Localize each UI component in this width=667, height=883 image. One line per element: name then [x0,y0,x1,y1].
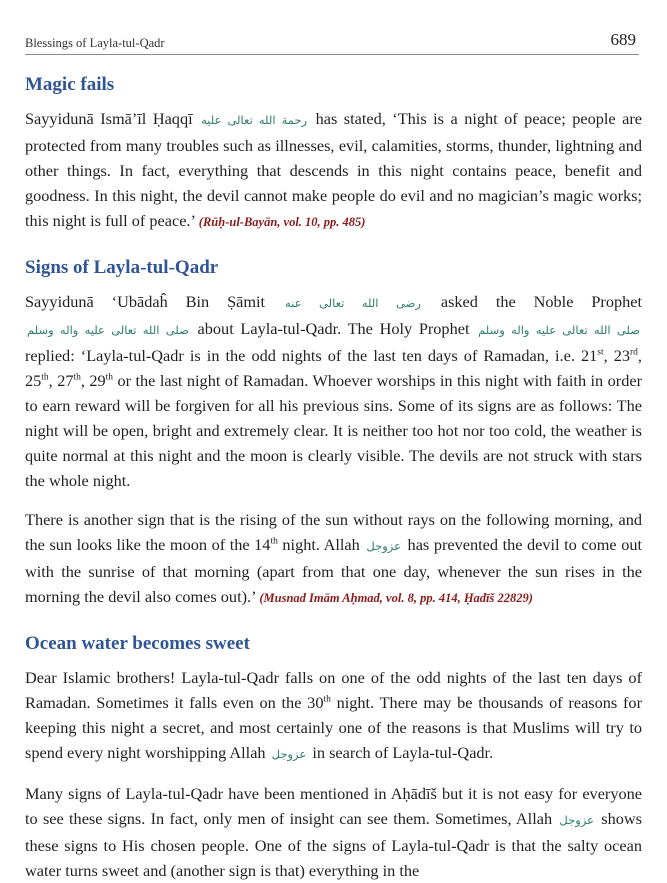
section-heading-magic-fails: Magic fails [25,74,115,95]
honorific-calligraphy: صلی الله تعالی علیه واله وسلم [478,323,641,337]
ordinal-suffix: st [597,347,604,358]
honorific-calligraphy: عزوجل [559,813,594,827]
text-run: , 27 [48,371,74,390]
honorific-calligraphy: عزوجل [366,539,401,553]
page-header [25,30,639,55]
text-run: replied: ‘Layla-tul-Qadr is in the odd nights of the last ten days of Ramadan, i.e. 21 [25,346,598,365]
paragraph [25,781,642,883]
text-run: in search of Layla-tul-Qadr. [312,743,494,762]
text-run: has stated, ‘This is a night of peace; people are protected from many troubles such as illnesses, evil, calamities, storms, thunder, lightning and other things. In fact, everything that descends in this night contains peace, benefit and goodness. In this night, the devil cannot make people do evil and no magician’s magic works; this night is full of peace.’ [25,109,642,230]
ordinal-suffix: rd [630,347,638,358]
paragraph [25,507,642,611]
ordinal-suffix: th [105,372,114,383]
page-body [25,74,642,883]
text-run: , 25 [25,346,642,390]
text-run: night. There may be thousands of reasons for keeping this night a secret, and most certainly one of the reasons is that Muslims will try to spend every night worshipping Allah [25,693,642,762]
ordinal-suffix: th [323,694,331,705]
citation: (Rūḥ-ul-Bayān, vol. 10, pp. 485) [198,215,366,229]
ordinal-suffix: th [41,372,49,383]
text-run: night. Allah [277,535,360,554]
text-run: has prevented the devil to come out with the sunrise of that morning (apart from that one day, whenever the sun rises in the morning the devil also comes out).’ [25,535,643,606]
text-run: Dear Islamic brothers! Layla-tul-Qadr falls on one of the odd nights of the last ten days of Ramadan. Sometimes it falls even on the 30 [25,668,642,712]
text-run: shows these signs to His chosen people. One of the signs of Layla-tul-Qadr is that the salty ocean water turns sweet and (another sign is that) everything in the [25,809,642,880]
text-run: , 29 [80,371,106,390]
honorific-calligraphy: رحمة الله تعالی علیه [201,113,308,127]
text-run: about Layla-tul-Qadr. The Holy Prophet [197,319,470,338]
text-run: asked the Noble Prophet [440,292,642,311]
text-run: Sayyidunā ‘Ubādaĥ Bin Ṣāmit [25,292,266,311]
running-title: Blessings of Layla-tul-Qadr [25,36,165,50]
page-number: 689 [610,30,636,49]
section-heading-ocean-water: Ocean water becomes sweet [25,633,250,654]
text-run: There is another sign that is the rising of the sun without rays on the following morning, and the sun looks like the moon of the 14 [25,510,642,554]
honorific-calligraphy: رضی الله تعالی عنه [284,296,421,310]
text-run: , 23 [603,346,630,365]
honorific-calligraphy: عزوجل [271,747,307,761]
paragraph [25,106,642,235]
citation: (Musnad Imām Aḥmad, vol. 8, pp. 414, Ḥadīš 22829) [259,591,533,605]
ordinal-suffix: th [73,372,81,383]
section-heading-signs: Signs of Layla-tul-Qadr [25,257,219,278]
ordinal-suffix: th [270,536,278,547]
paragraph [25,289,642,493]
paragraph [25,665,642,767]
honorific-calligraphy: صلی الله تعالی علیه واله وسلم [27,323,189,337]
text-run: Sayyidunā Ismā’īl Ḥaqqī [25,109,193,128]
text-run: or the last night of Ramadan. Whoever worships in this night with faith in order to earn reward will be forgiven for all his previous sins. Some of its signs are as follows: The night will be open, bright and extremely clear. It is neither too hot nor too cold, the weather is quite normal at this night and the moon is clearly visible. The devils are not struck with stars the whole night. [25,371,642,490]
text-run: Many signs of Layla-tul-Qadr have been mentioned in Aḥādīš but it is not easy for everyone to see these signs. In fact, only men of insight can see them. Sometimes, Allah [25,784,642,828]
